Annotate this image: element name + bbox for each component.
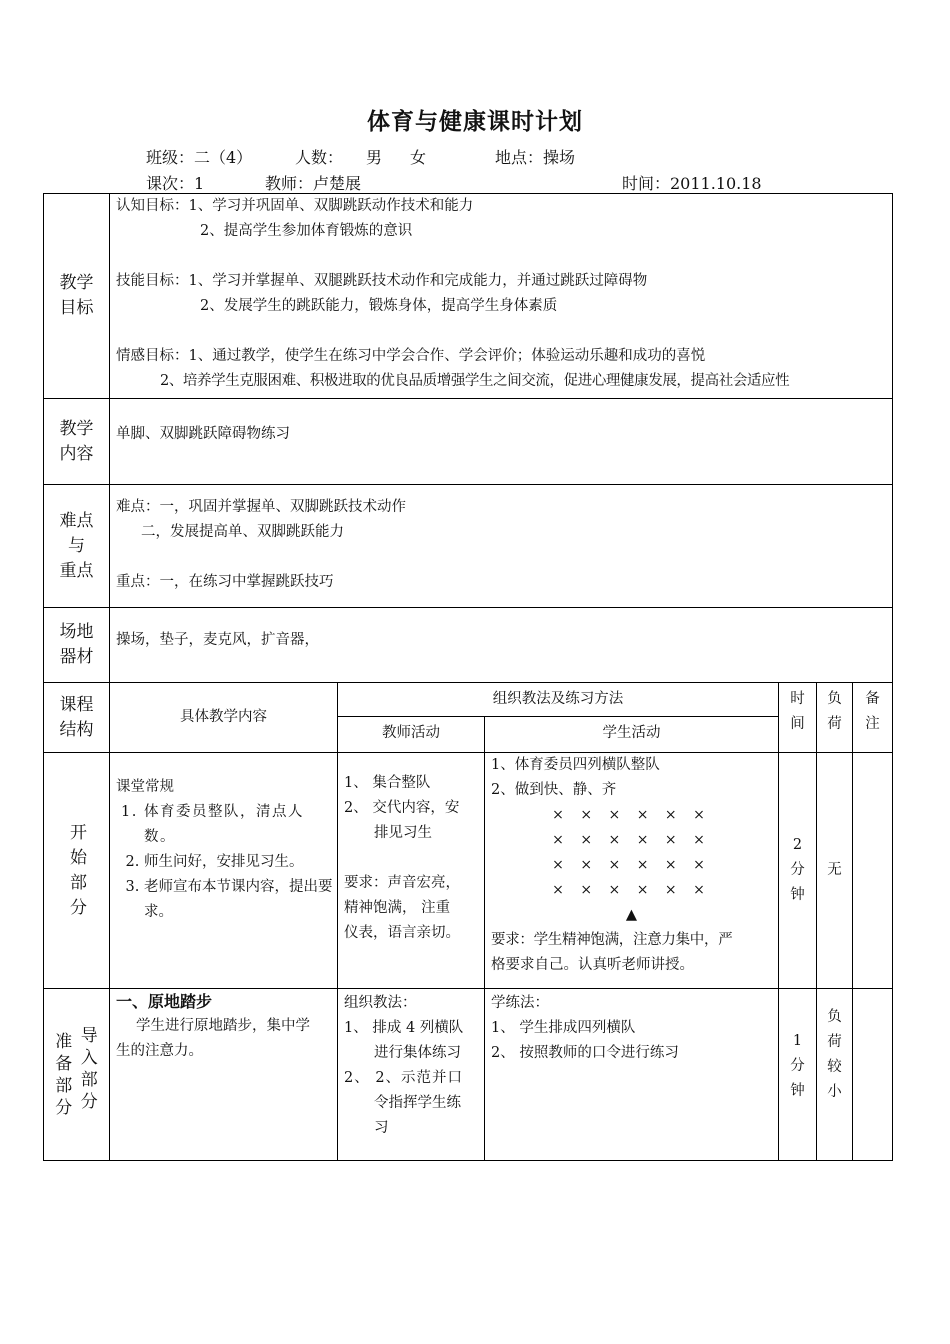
goal-cognitive-1: 认知目标：1、学习并巩固单、双脚跳跃动作技术和能力 bbox=[116, 198, 474, 214]
prep-teacher-item-3: 2、 2、示范并口 bbox=[344, 1070, 464, 1086]
start-student-req-1: 要求：学生精神饱满，注意力集中，严 bbox=[491, 932, 733, 948]
prep-note bbox=[853, 989, 893, 1161]
goals-label bbox=[44, 194, 110, 399]
start-note bbox=[853, 753, 893, 989]
structure-header-text: 课程 结构 bbox=[59, 694, 94, 740]
formation-row: × × × × × × bbox=[552, 882, 711, 898]
start-student-cell bbox=[485, 753, 779, 989]
teacher-position-icon: ▲ bbox=[625, 907, 638, 923]
prep-load-text: 负 荷 较 小 bbox=[827, 1009, 842, 1100]
structure-header bbox=[44, 683, 110, 753]
goals-row bbox=[44, 194, 893, 399]
start-content-list bbox=[116, 800, 333, 925]
focus-point: 重点：一，在练习中掌握跳跃技巧 bbox=[116, 574, 334, 590]
prep-teacher-item-4: 令指挥学生练 bbox=[374, 1095, 461, 1111]
prep-student-item-1: 1、 学生排成四列横队 bbox=[491, 1020, 636, 1036]
goal-cognitive-2: 2、提高学生参加体育锻炼的意识 bbox=[200, 223, 413, 239]
list-item: 2. 师生问好，安排见习生。 bbox=[144, 850, 333, 875]
list-item: 1. 体育委员整队，清点人数。 bbox=[144, 800, 333, 850]
start-teacher-item-1: 1、 集合整队 bbox=[344, 775, 431, 791]
prep-section-label bbox=[44, 989, 110, 1161]
prep-student-item-2: 2、 按照教师的口令进行练习 bbox=[491, 1045, 679, 1061]
prep-content-line-1: 学生进行原地踏步，集中学 bbox=[136, 1018, 310, 1034]
prep-section-row bbox=[44, 989, 893, 1161]
prep-teacher-item-2: 进行集体练习 bbox=[374, 1045, 461, 1061]
goals-cell bbox=[110, 194, 893, 399]
note-header-text: 备 注 bbox=[865, 691, 880, 732]
start-teacher-item-2: 2、 交代内容，安 bbox=[344, 800, 460, 816]
start-content-cell bbox=[110, 753, 338, 989]
list-item: 3. 老师宣布本节课内容，提出要求。 bbox=[144, 875, 333, 925]
time-header bbox=[779, 683, 817, 753]
content-label-text: 教学 内容 bbox=[59, 418, 94, 464]
prep-teacher-head: 组织教法： bbox=[344, 995, 417, 1011]
formation-row: × × × × × × bbox=[552, 857, 711, 873]
start-time bbox=[779, 753, 817, 989]
keypoints-label bbox=[44, 485, 110, 608]
goal-skill-1: 技能目标：1、学习并掌握单、双腿跳跃技术动作和完成能力，并通过跳跃过障碍物 bbox=[116, 273, 648, 289]
formation-row: × × × × × × bbox=[552, 807, 711, 823]
place-label: 地点：操场 bbox=[495, 148, 576, 167]
venue-row bbox=[44, 608, 893, 683]
time-header-text: 时 间 bbox=[790, 691, 805, 732]
start-section-label bbox=[44, 753, 110, 989]
prep-content-title: 一、原地踏步 bbox=[116, 992, 213, 1011]
teacher-label: 教师：卢楚展 bbox=[265, 174, 362, 193]
content-text: 单脚、双脚跳跃障碍物练习 bbox=[110, 399, 893, 485]
keypoints-label-text: 难点 与 重点 bbox=[59, 510, 94, 581]
page-title: 体育与健康课时计划 bbox=[367, 108, 583, 135]
prep-label-outer bbox=[54, 1031, 74, 1119]
prep-label-inner bbox=[79, 1025, 99, 1113]
content-header: 具体教学内容 bbox=[110, 683, 338, 753]
start-load: 无 bbox=[817, 753, 853, 989]
difficulty-2: 二，发展提高单、双脚跳跃能力 bbox=[141, 524, 344, 540]
prep-content-line-2: 生的注意力。 bbox=[116, 1043, 203, 1059]
start-time-text: 2 分 钟 bbox=[790, 837, 805, 903]
load-header-text: 负 荷 bbox=[827, 691, 842, 732]
content-row bbox=[44, 399, 893, 485]
prep-content-cell bbox=[110, 989, 338, 1161]
prep-time bbox=[779, 989, 817, 1161]
prep-label-inner-text: 导 入 部 分 bbox=[80, 1025, 98, 1112]
load-header bbox=[817, 683, 853, 753]
count-label: 人数： bbox=[295, 148, 344, 167]
teacher-activity-header: 教师活动 bbox=[338, 717, 485, 753]
prep-teacher-item-5: 习 bbox=[374, 1120, 389, 1136]
difficulty-1: 难点：一，巩固并掌握单、双脚跳跃技术动作 bbox=[116, 499, 406, 515]
goal-emotion-2: 2、培养学生克服困难、积极进取的优良品质增强学生之间交流，促进心理健康发展，提高社会适应性 bbox=[160, 373, 790, 389]
start-teacher-item-3: 排见习生 bbox=[374, 825, 432, 841]
class-label: 班级：二（4） bbox=[146, 148, 253, 167]
start-teacher-cell bbox=[338, 753, 485, 989]
prep-label-outer-text: 准 备 部 分 bbox=[55, 1031, 73, 1118]
goals-label-text: 教学 目标 bbox=[59, 273, 94, 318]
venue-label-text: 场地 器材 bbox=[59, 622, 94, 667]
content-label bbox=[44, 399, 110, 485]
start-teacher-req-2: 精神饱满， 注重 bbox=[344, 900, 451, 916]
venue-text: 操场，垫子，麦克风，扩音器， bbox=[110, 608, 893, 683]
start-teacher-req-1: 要求：声音宏亮， bbox=[344, 875, 460, 891]
start-teacher-req-3: 仪表，语言亲切。 bbox=[344, 925, 460, 941]
keypoints-cell bbox=[110, 485, 893, 608]
prep-teacher-item-1: 1、 排成 4 列横队 bbox=[344, 1020, 464, 1036]
student-activity-header: 学生活动 bbox=[485, 717, 779, 753]
header-row-1 bbox=[44, 683, 893, 717]
method-header: 组织教法及练习方法 bbox=[338, 683, 779, 717]
start-student-req-2: 格要求自己。认真听老师讲授。 bbox=[491, 957, 694, 973]
lesson-plan-table bbox=[43, 193, 893, 1161]
prep-load bbox=[817, 989, 853, 1161]
goal-emotion-1: 情感目标：1、通过教学，使学生在练习中学会合作、学会评价；体验运动乐趣和成功的喜悦 bbox=[116, 348, 706, 364]
venue-label bbox=[44, 608, 110, 683]
formation-row: × × × × × × bbox=[552, 832, 711, 848]
prep-time-text: 1 分 钟 bbox=[790, 1033, 805, 1099]
start-section-label-text: 开 始 部 分 bbox=[70, 822, 87, 918]
lesson-label: 课次：1 bbox=[146, 174, 205, 193]
prep-teacher-cell bbox=[338, 989, 485, 1161]
prep-student-head: 学练法： bbox=[491, 995, 549, 1011]
start-student-item-2: 2、做到快、静、齐 bbox=[491, 782, 617, 798]
start-section-row bbox=[44, 753, 893, 989]
prep-student-cell bbox=[485, 989, 779, 1161]
time-label: 时间：2011.10.18 bbox=[622, 174, 762, 193]
male-label: 男 bbox=[366, 148, 383, 167]
goal-skill-2: 2、发展学生的跳跃能力，锻炼身体，提高学生身体素质 bbox=[200, 298, 558, 314]
start-content-title: 课堂常规 bbox=[116, 779, 174, 795]
female-label: 女 bbox=[410, 148, 427, 167]
start-student-item-1: 1、体育委员四列横队整队 bbox=[491, 757, 660, 773]
keypoints-row bbox=[44, 485, 893, 608]
note-header bbox=[853, 683, 893, 753]
